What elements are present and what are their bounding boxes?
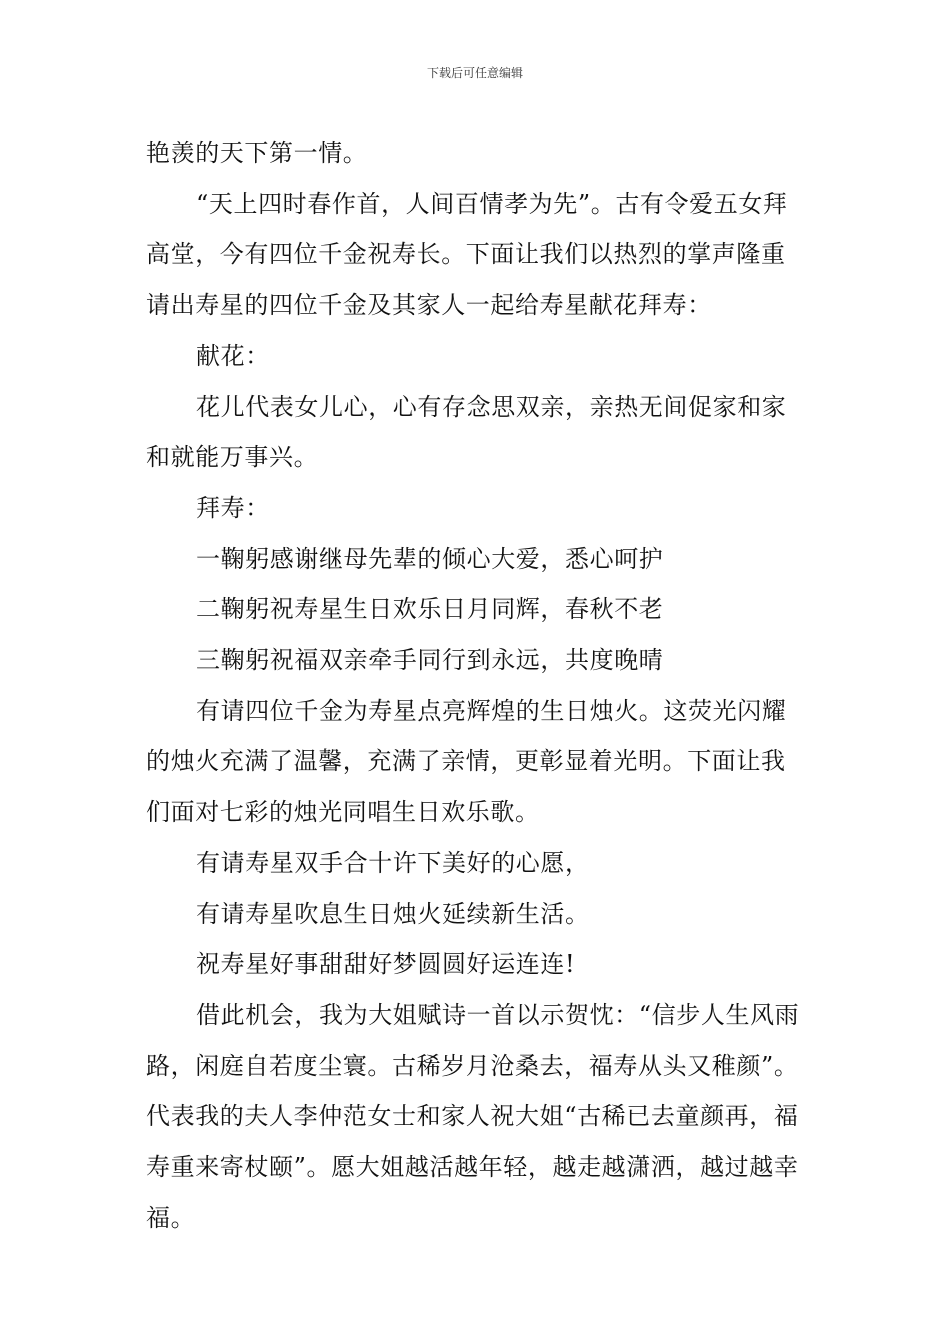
paragraph-13: 借此机会，我为大姐赋诗一首以示贺忱：“信步人生风雨路，闲庭自若度尘寰。古稀岁月沧桑去，福寿从头又稚颜”。代表我的夫人李仲范女士和家人祝大姐“古稀已去童颜再，福寿重来寄杖颐”。愿大姐越活越年轻，越走越潇洒，越过越幸福。	[146, 1000, 800, 1232]
paragraph-11: 有请寿星吹息生日烛火延续新生活。	[196, 899, 590, 928]
paragraph-4: 花儿代表女儿心，心有存念思双亲，亲热无间促家和家和就能万事兴。	[146, 392, 787, 472]
paragraph-10: 有请寿星双手合十许下美好的心愿，	[196, 848, 590, 877]
paragraph-1: 艳羡的天下第一情。	[146, 139, 368, 167]
document-body	[146, 128, 810, 1243]
paragraph-2: “天上四时春作首，人间百情孝为先”。古有令爱五女拜高堂，今有四位千金祝寿长。下面让我们以热烈的掌声隆重请出寿星的四位千金及其家人一起给寿星献花拜寿：	[146, 189, 788, 320]
paragraph-7: 二鞠躬祝寿星生日欢乐日月同辉，春秋不老	[196, 595, 664, 624]
paragraph-5: 拜寿：	[196, 493, 270, 522]
paragraph-8: 三鞠躬祝福双亲牵手同行到永远，共度晚晴	[196, 646, 664, 675]
paragraph-12: 祝寿星好事甜甜好梦圆圆好运连连!	[196, 950, 576, 979]
paragraph-6: 一鞠躬感谢继母先辈的倾心大爱，悉心呵护	[196, 544, 664, 573]
paragraph-9: 有请四位千金为寿星点亮辉煌的生日烛火。这荧光闪耀的烛火充满了温馨，充满了亲情，更彰显着光明。下面让我们面对七彩的烛光同唱生日欢乐歌。	[146, 696, 787, 827]
paragraph-3: 献花：	[196, 341, 270, 370]
page-header-note: 下载后可任意编辑	[426, 66, 523, 80]
